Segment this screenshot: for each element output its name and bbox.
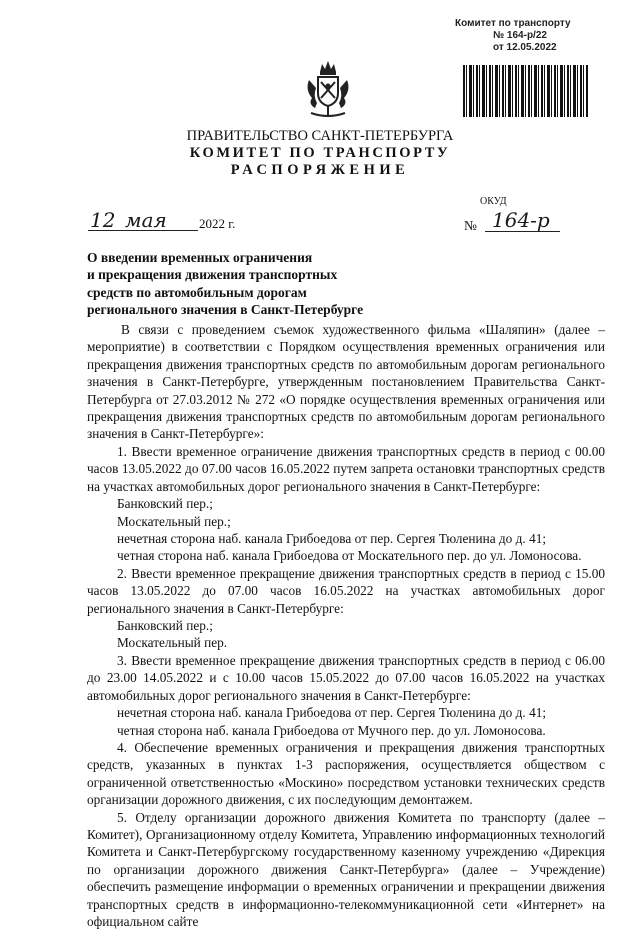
title-line: регионального значения в Санкт-Петербурге [87, 301, 364, 317]
list-item: Москательный пер.; [117, 513, 231, 529]
stamp-committee: Комитет по транспорту [455, 18, 571, 29]
okud-label: ОКУД [480, 196, 507, 207]
intro-block [87, 321, 605, 443]
paragraph-3: 3. Ввести временное прекращение движения транспортных средств в период с 06.00 до 23.00 14.05.2022 и с 10.00 часов 15.05.2022 до 07.00 часов 16.05.2022 на участках автомобильных дорог регионального значения в Санкт-Петербурге: [87, 652, 605, 703]
title-line: О введении временных ограничения [87, 250, 313, 265]
handwritten-number: 164-р [492, 208, 550, 232]
intro-paragraph: В связи с проведением съемок художественного фильма «Шаляпин» (далее – мероприятие) в соответствии с Порядком осуществления временных ограничения или прекращения движения транспортных средств по автомобильным дорогам регионального значения в Санкт-Петербурге, утвержденным постановлением Правительства Санкт-Петербурга от 27.03.2012 № 272 «О порядке осуществления временных ограничения или прекращения движения транспортных средств по автомобильным дорогам регионального значения в Санкт-Петербурге»: [87, 322, 605, 442]
list-item: четная сторона наб. канала Грибоедова от Москательного пер. до ул. Ломоносова. [117, 548, 582, 564]
document-title [87, 249, 387, 318]
paragraph-4: 4. Обеспечение временных ограничения и прекращения движения транспортных средств, указанных в пунктах 1-3 распоряжения, осуществляется обществом с ограниченной ответственностью «Москино» посредством установки технических средств организации дорожного движения, с их последующим демонтажем. [87, 739, 605, 808]
handwritten-month: мая [125, 208, 167, 232]
committee-heading: КОМИТЕТ ПО ТРАНСПОРТУ [189, 145, 451, 161]
barcode-image [463, 65, 588, 117]
handwritten-day: 12 [90, 208, 116, 232]
title-line: средств по автомобильным дорогам [87, 284, 307, 300]
paragraph-1: 1. Ввести временное ограничение движения транспортных средств в период с 00.00 часов 13.05.2022 до 07.00 часов 16.05.2022 путем запрета остановки транспортных средств на участках автомобильных дорог регионального значения в Санкт-Петербурге: [87, 444, 605, 494]
list-item: Банковский пер.; [117, 496, 213, 512]
list-item: четная сторона наб. канала Грибоедова от Мучного пер. до ул. Ломоносова. [117, 722, 546, 738]
coat-of-arms-icon [303, 58, 353, 120]
date-year: 2022 г. [199, 216, 236, 231]
stamp-number: № 164-р/22 [493, 30, 547, 41]
government-heading: ПРАВИТЕЛЬСТВО САНКТ-ПЕТЕРБУРГА [186, 128, 454, 144]
paragraph-2: 2. Ввести временное прекращение движения транспортных средств в период с 15.00 часов 13.05.2022 до 07.00 часов 16.05.2022 на участках автомобильных дорог регионального значения в Санкт-Петербурге: [87, 565, 605, 616]
list-item: нечетная сторона наб. канала Грибоедова от пер. Сергея Тюленина до д. 41; [117, 705, 547, 721]
title-line: и прекращения движения транспортных [87, 267, 338, 283]
stamp-date: от 12.05.2022 [493, 42, 557, 53]
registration-stamp [455, 18, 590, 54]
document-type-heading: РАСПОРЯЖЕНИЕ [230, 162, 410, 178]
number-sign: № [464, 218, 477, 233]
decree-body [87, 443, 605, 930]
list-item: нечетная сторона наб. канала Грибоедова от пер. Сергея Тюленина до д. 41; [117, 531, 547, 547]
list-item: Банковский пер.; [117, 618, 213, 634]
list-item: Москательный пер. [117, 635, 228, 651]
paragraph-5: 5. Отделу организации дорожного движения Комитета по транспорту (далее – Комитет), Организационному отделу Комитета, Управлению информационных технологий Комитета и Санкт-Петербургскому государственному казенному учреждению «Дирекция по организации дорожного движения Санкт-Петербурга» (далее – Учреждение) обеспечить размещение информации о временных ограничении и прекращении движения транспортных средств в информационно-телекоммуникационной сети «Интернет» на официальном сайте [87, 809, 605, 929]
